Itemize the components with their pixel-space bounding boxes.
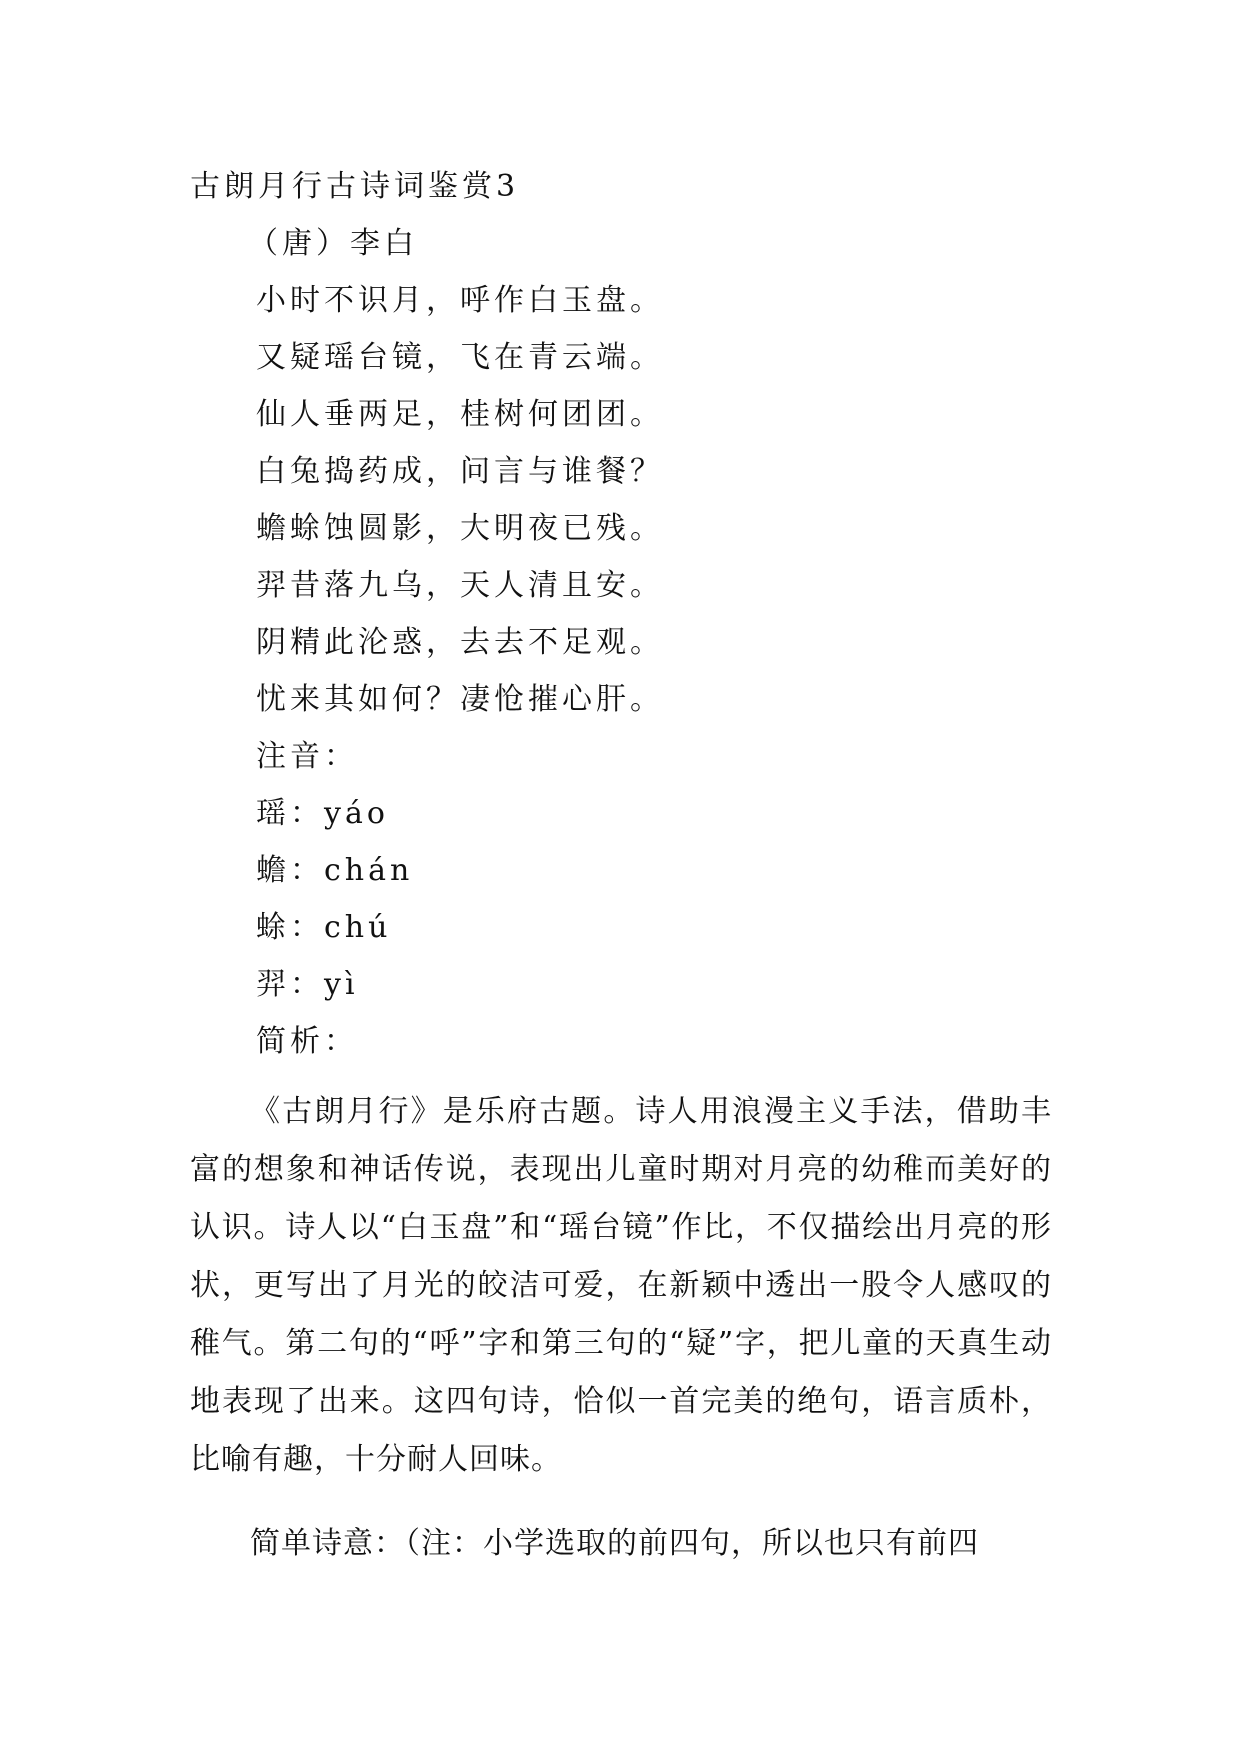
analysis-paragraph: 《古朗月行》是乐府古题。诗人用浪漫主义手法，借助丰富的想象和神话传说，表现出儿童时期对月亮的幼稚而美好的认识。诗人以“白玉盘”和“瑶台镜”作比，不仅描绘出月亮的形状，更写出了月光的皎洁可爱，在新颖中透出一股令人感叹的稚气。第二句的“呼”字和第三句的“疑”字，把儿童的天真生动地表现了出来。这四句诗，恰似一首完美的绝句，语言质朴，比喻有趣，十分耐人回味。 <box>190 1094 1052 1477</box>
document-title: 古朗月行古诗词鉴赏3 <box>190 169 520 204</box>
poem-line: 又疑瑶台镜，飞在青云端。 <box>256 340 664 375</box>
poem-line: 阴精此沦惑，去去不足观。 <box>256 625 664 660</box>
poem-line: 忧来其如何？凄怆摧心肝。 <box>256 682 664 717</box>
poem-line: 仙人垂两足，桂树何团团。 <box>256 397 664 432</box>
pronunciation-note: 瑶：yáo <box>256 796 389 831</box>
poem-line: 蟾蜍蚀圆影，大明夜已残。 <box>256 511 664 546</box>
pronunciation-note: 蟾：chán <box>256 853 414 888</box>
notes-heading: 注音： <box>256 739 358 774</box>
poem-line: 白兔捣药成，问言与谁餐？ <box>256 454 664 489</box>
poem-author: （唐）李白 <box>248 226 418 261</box>
pronunciation-note: 羿：yì <box>256 967 359 1002</box>
meaning-paragraph: 简单诗意：（注：小学选取的前四句，所以也只有前四 <box>250 1526 979 1561</box>
pronunciation-note: 蜍：chú <box>256 910 392 945</box>
poem-line: 羿昔落九乌，天人清且安。 <box>256 568 664 603</box>
analysis-heading: 简析： <box>256 1024 358 1059</box>
poem-line: 小时不识月，呼作白玉盘。 <box>256 283 664 318</box>
